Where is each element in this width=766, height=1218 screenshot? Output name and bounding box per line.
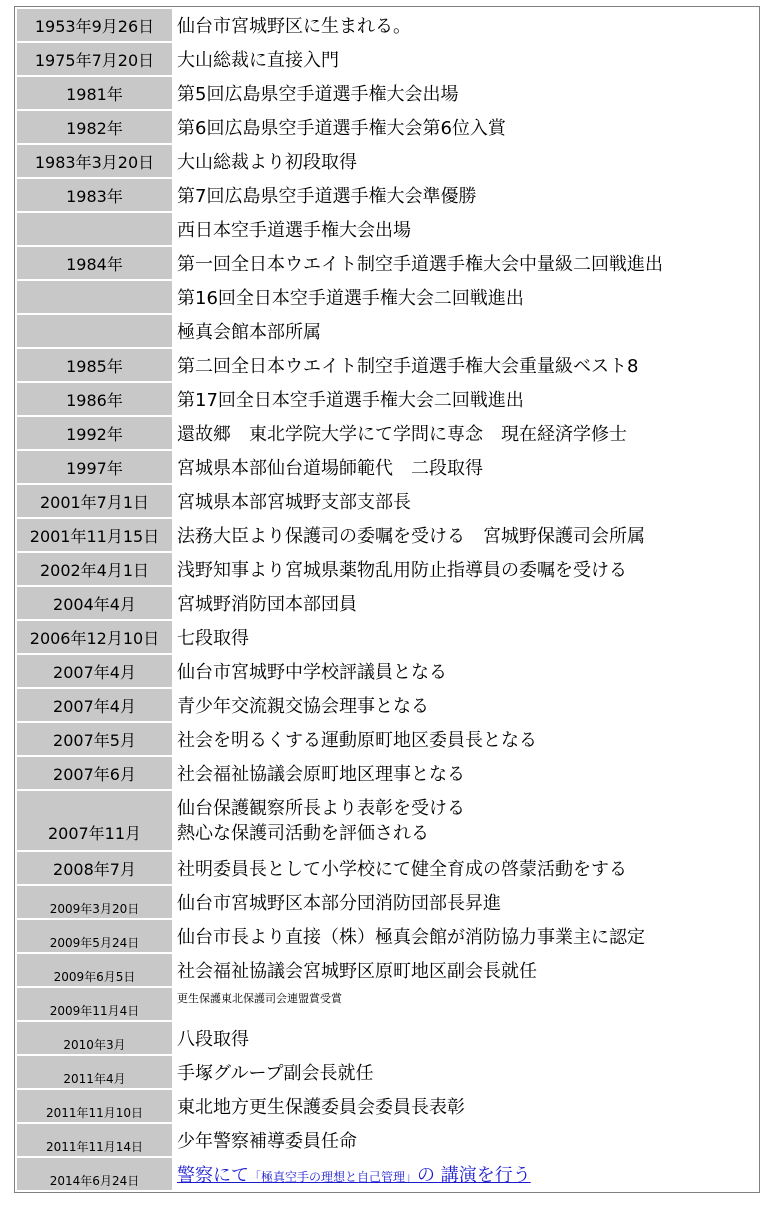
link-prefix: 警察にて [177, 1165, 249, 1186]
lecture-link[interactable] [177, 1165, 531, 1186]
table-row [17, 9, 757, 41]
date-cell: 2009年3月20日 [17, 886, 172, 918]
table-row [17, 213, 757, 245]
date-cell: 1983年3月20日 [17, 145, 172, 177]
event-cell: 宮城野消防団本部団員 [174, 587, 757, 619]
link-quote: 「極真空手の理想と自己管理」 [249, 1170, 418, 1184]
table-row [17, 1090, 757, 1122]
table-row [17, 111, 757, 143]
table-row [17, 315, 757, 347]
history-table [14, 6, 760, 1193]
date-cell: 2002年4月1日 [17, 553, 172, 585]
event-cell: 第6回広島県空手道選手権大会第6位入賞 [174, 111, 757, 143]
date-cell: 2009年6月5日 [17, 954, 172, 986]
date-cell: 1992年 [17, 417, 172, 449]
date-cell [17, 213, 172, 245]
table-row [17, 43, 757, 75]
event-cell: 第16回全日本空手道選手権大会二回戦進出 [174, 281, 757, 313]
table-row [17, 281, 757, 313]
table-row [17, 77, 757, 109]
date-cell: 2001年7月1日 [17, 485, 172, 517]
table-row [17, 852, 757, 884]
table-row [17, 988, 757, 1020]
table-row [17, 179, 757, 211]
event-cell: 還故郷 東北学院大学にて学問に専念 現在経済学修士 [174, 417, 757, 449]
event-cell: 宮城県本部宮城野支部支部長 [174, 485, 757, 517]
event-cell: 極真会館本部所属 [174, 315, 757, 347]
table-row [17, 519, 757, 551]
event-cell: 仙台市宮城野区に生まれる。 [174, 9, 757, 41]
link-suffix: の 講演を行う [417, 1165, 531, 1186]
date-cell: 1997年 [17, 451, 172, 483]
table-row [17, 1124, 757, 1156]
event-cell: 仙台市宮城野区本部分団消防団部長昇進 [174, 886, 757, 918]
event-cell: 七段取得 [174, 621, 757, 653]
event-cell: 第7回広島県空手道選手権大会準優勝 [174, 179, 757, 211]
event-cell: 仙台市長より直接（株）極真会館が消防協力事業主に認定 [174, 920, 757, 952]
event-cell: 青少年交流親交協会理事となる [174, 689, 757, 721]
event-cell: 東北地方更生保護委員会委員長表彰 [174, 1090, 757, 1122]
date-cell: 2009年11月4日 [17, 988, 172, 1020]
date-cell: 1983年 [17, 179, 172, 211]
date-cell: 1982年 [17, 111, 172, 143]
date-cell: 2007年4月 [17, 655, 172, 687]
table-row [17, 417, 757, 449]
date-cell: 1984年 [17, 247, 172, 279]
table-row [17, 145, 757, 177]
event-cell: 浅野知事より宮城県薬物乱用防止指導員の委嘱を受ける [174, 553, 757, 585]
date-cell: 2011年11月10日 [17, 1090, 172, 1122]
date-cell: 2007年5月 [17, 723, 172, 755]
date-cell: 2014年6月24日 [17, 1158, 172, 1190]
table-row [17, 587, 757, 619]
table-row [17, 247, 757, 279]
date-cell: 2007年6月 [17, 757, 172, 789]
table-row [17, 1158, 757, 1190]
event-cell [174, 791, 757, 850]
table-row [17, 1022, 757, 1054]
table-row [17, 383, 757, 415]
event-cell: 社会を明るくする運動原町地区委員長となる [174, 723, 757, 755]
date-cell: 2009年5月24日 [17, 920, 172, 952]
date-cell: 2004年4月 [17, 587, 172, 619]
event-cell [174, 1158, 757, 1190]
event-cell: 第二回全日本ウエイト制空手道選手権大会重量級ベスト8 [174, 349, 757, 381]
table-row [17, 485, 757, 517]
event-cell: 宮城県本部仙台道場師範代 二段取得 [174, 451, 757, 483]
event-cell: 大山総裁より初段取得 [174, 145, 757, 177]
table-row [17, 621, 757, 653]
date-cell [17, 281, 172, 313]
date-cell: 2011年4月 [17, 1056, 172, 1088]
date-cell: 2006年12月10日 [17, 621, 172, 653]
date-cell: 1986年 [17, 383, 172, 415]
date-cell [17, 315, 172, 347]
event-cell: 大山総裁に直接入門 [174, 43, 757, 75]
table-row [17, 1056, 757, 1088]
event-line: 仙台保護観察所長より表彰を受ける [177, 797, 465, 819]
date-cell: 2007年4月 [17, 689, 172, 721]
event-cell: 第一回全日本ウエイト制空手道選手権大会中量級二回戦進出 [174, 247, 757, 279]
table-row [17, 791, 757, 850]
event-cell: 第17回全日本空手道選手権大会二回戦進出 [174, 383, 757, 415]
table-row [17, 886, 757, 918]
event-cell: 少年警察補導委員任命 [174, 1124, 757, 1156]
event-cell: 社会福祉協議会宮城野区原町地区副会長就任 [174, 954, 757, 986]
event-cell: 更生保護東北保護司会連盟賞受賞 [174, 988, 757, 1020]
date-cell: 2008年7月 [17, 852, 172, 884]
event-cell: 手塚グループ副会長就任 [174, 1056, 757, 1088]
date-cell: 2001年11月15日 [17, 519, 172, 551]
event-cell: 八段取得 [174, 1022, 757, 1054]
event-cell: 法務大臣より保護司の委嘱を受ける 宮城野保護司会所属 [174, 519, 757, 551]
table-row [17, 689, 757, 721]
date-cell: 1975年7月20日 [17, 43, 172, 75]
event-cell: 社会福祉協議会原町地区理事となる [174, 757, 757, 789]
table-row [17, 655, 757, 687]
date-cell: 2007年11月 [17, 791, 172, 850]
table-row [17, 723, 757, 755]
date-cell: 1985年 [17, 349, 172, 381]
date-cell: 2010年3月 [17, 1022, 172, 1054]
event-line: 熱心な保護司活動を評価される [177, 822, 429, 844]
date-cell: 1981年 [17, 77, 172, 109]
date-cell: 1953年9月26日 [17, 9, 172, 41]
table-row [17, 349, 757, 381]
table-row [17, 920, 757, 952]
table-row [17, 954, 757, 986]
table-row [17, 553, 757, 585]
date-cell: 2011年11月14日 [17, 1124, 172, 1156]
event-cell: 第5回広島県空手道選手権大会出場 [174, 77, 757, 109]
table-row [17, 757, 757, 789]
table-row [17, 451, 757, 483]
event-cell: 社明委員長として小学校にて健全育成の啓蒙活動をする [174, 852, 757, 884]
event-cell: 仙台市宮城野中学校評議員となる [174, 655, 757, 687]
event-cell: 西日本空手道選手権大会出場 [174, 213, 757, 245]
